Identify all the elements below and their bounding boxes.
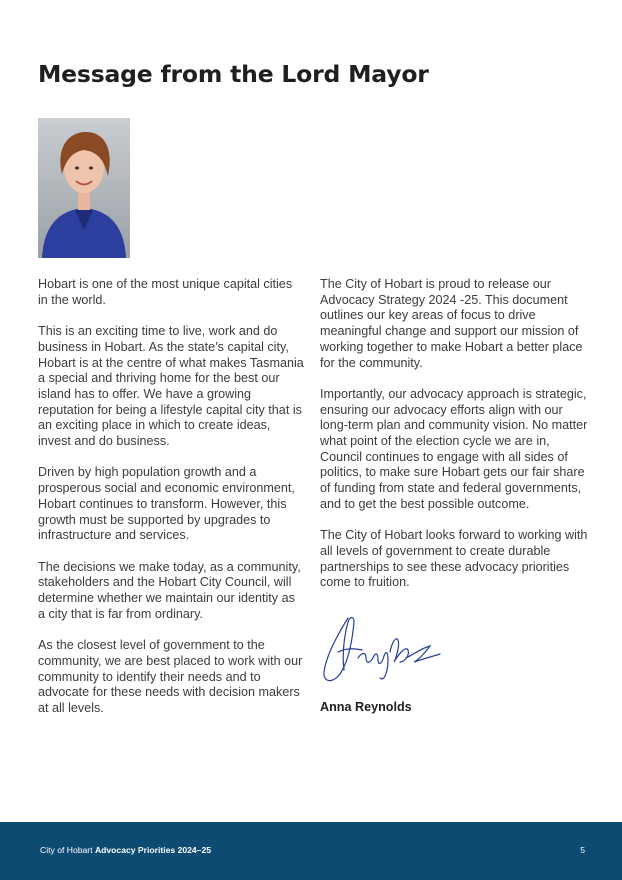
paragraph: This is an exciting time to live, work and do business in Hobart. As the state’s capital city, Hobart is at the centre of what makes Tasmania a special and thriving home for the best our island has to offer. We have a growing reputation for being a lifestyle capital city that is an exciting place in which to create ideas, invest and do business. [38, 324, 304, 449]
page-title: Message from the Lord Mayor [38, 60, 429, 88]
paragraph: Importantly, our advocacy approach is strategic, ensuring our advocacy efforts align with our long-term plan and community vision. No matter what point of the election cycle we are in, Council continues to engage with all sides of politics, to make sure Hobart gets our fair share of funding from state and federal governments, and to get the best possible outcome. [320, 386, 588, 511]
paragraph: Hobart is one of the most unique capital cities in the world. [38, 277, 293, 307]
page-footer [0, 822, 622, 880]
right-text-column [320, 277, 590, 607]
paragraph: As the closest level of government to the community, we are best placed to work with our community to identify their needs and to advocate for these needs with decision makers at all levels. [38, 638, 303, 715]
left-text-column [38, 277, 304, 732]
footer-doc-title: Advocacy Priorities 2024–25 [94, 845, 212, 855]
lord-mayor-portrait [38, 118, 130, 258]
signer-name: Anna Reynolds [320, 700, 412, 714]
paragraph: The decisions we make today, as a community, stakeholders and the Hobart City Council, will determine whether we maintain our identity as a city that is far from ordinary. [38, 559, 301, 621]
handwritten-signature [318, 612, 442, 686]
footer-org: City of Hobart [40, 845, 93, 855]
paragraph: The City of Hobart looks forward to working with all levels of government to create durable partnerships to see these advocacy priorities come to fruition. [320, 528, 588, 590]
paragraph: The City of Hobart is proud to release our Advocacy Strategy 2024 -25. This document outlines our key areas of focus to drive meaningful change and support our mission of working together to make Hobart a better place for the community. [320, 277, 583, 370]
paragraph: Driven by high population growth and a prosperous social and economic environment, Hobart continues to transform. However, this growth must be supported by upgrades to infrastructure and services. [38, 465, 295, 543]
page-number: 5 [580, 845, 585, 855]
footer-document-label [40, 845, 211, 855]
